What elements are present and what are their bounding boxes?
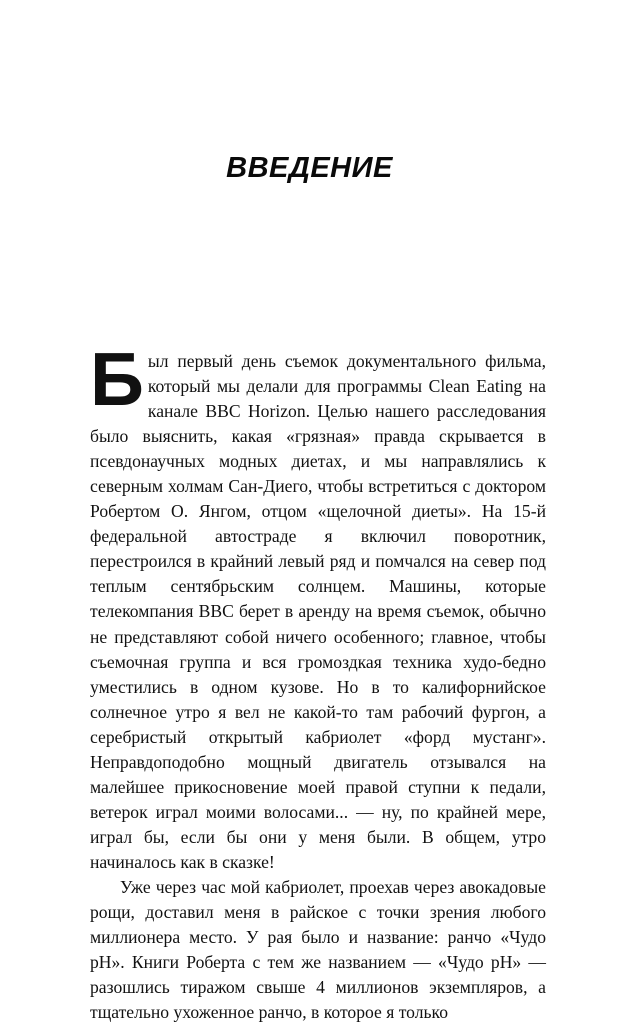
paragraph-1 (90, 337, 546, 875)
paragraph-1-text: ыл первый день съемок документального фильма, который мы делали для программы Clean Eating на канале BBC Horizon. Целью нашего расследования было выяснить, какая «грязная» правда скрывается в псевдонаучных модных диетах, и мы направлялись к северным холмам Сан-Диего, чтобы встретиться с доктором Робертом О. Янгом, отцом «щелочной диеты». На 15-й федеральной автостраде я включил поворотник, перестроился в крайний левый ряд и помчался на север под теплым сентябрьским солнцем. Машины, которые телекомпания BBC берет в аренду на время съемок, обычно не представляют собой ничего особенного; главное, чтобы съемочная группа и вся громоздкая техника худо-бедно уместились в одном кузове. Но в то калифорнийское солнечное утро я вел не какой-то там рабочий фургон, а серебристый открытый кабриолет «форд мустанг». Неправдоподобно мощный двигатель отзывался на малейшее прикосновение моей правой ступни к педали, ветерок играл моими волосами... — ну, по крайней мере, играл бы, если бы они у меня были. В общем, утро начиналось как в сказке! (90, 351, 546, 872)
chapter-title: ВВЕДЕНИЕ (226, 152, 393, 184)
body-text (90, 337, 546, 1025)
paragraph-2: Уже через час мой кабриолет, проехав через авокадовые рощи, доставил меня в райское с точки зрения любого миллионера место. У рая было и название: ранчо «Чудо pH». Книги Роберта с тем же названием — «Чудо pH» — разошлись тиражом свыше 4 миллионов экземпляров, а тщательно ухоженное ранчо, в которое я только (90, 876, 546, 1023)
drop-cap-letter: Б (90, 337, 144, 421)
